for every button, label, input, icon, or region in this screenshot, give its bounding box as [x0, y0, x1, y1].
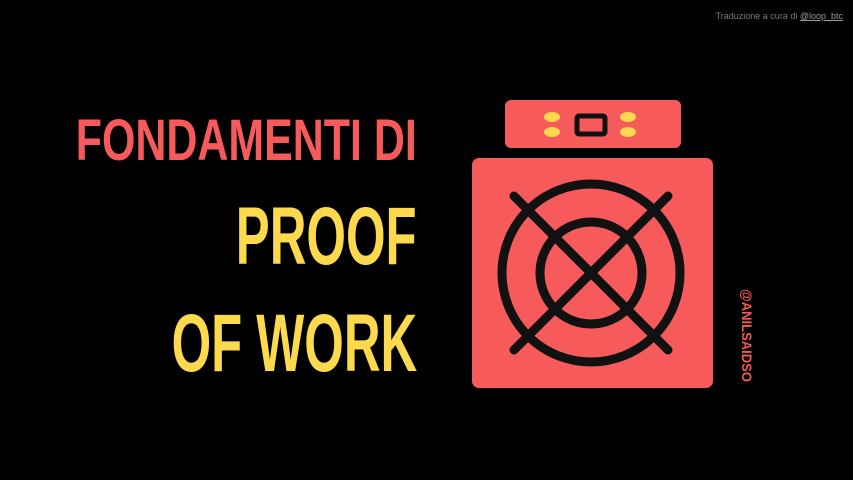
translation-credit: [716, 11, 843, 21]
author-signature: [713, 285, 755, 389]
credit-handle-link[interactable]: @loop_btc: [799, 11, 843, 21]
title-line-fondamenti: FONDAMENTI DI: [76, 108, 417, 173]
indicator-light: [544, 127, 560, 137]
asic-miner-icon: [470, 98, 715, 390]
indicator-light: [620, 127, 636, 137]
indicator-light: [544, 112, 560, 122]
indicator-light: [620, 112, 636, 122]
miner-top-panel: [505, 100, 681, 148]
credit-prefix: Traduzione a cura di: [715, 11, 800, 21]
title-line-of-work: OF WORK: [171, 298, 417, 389]
title-line-proof: PROOF: [236, 191, 417, 282]
author-handle: @ANILSAIDSO: [739, 289, 755, 389]
